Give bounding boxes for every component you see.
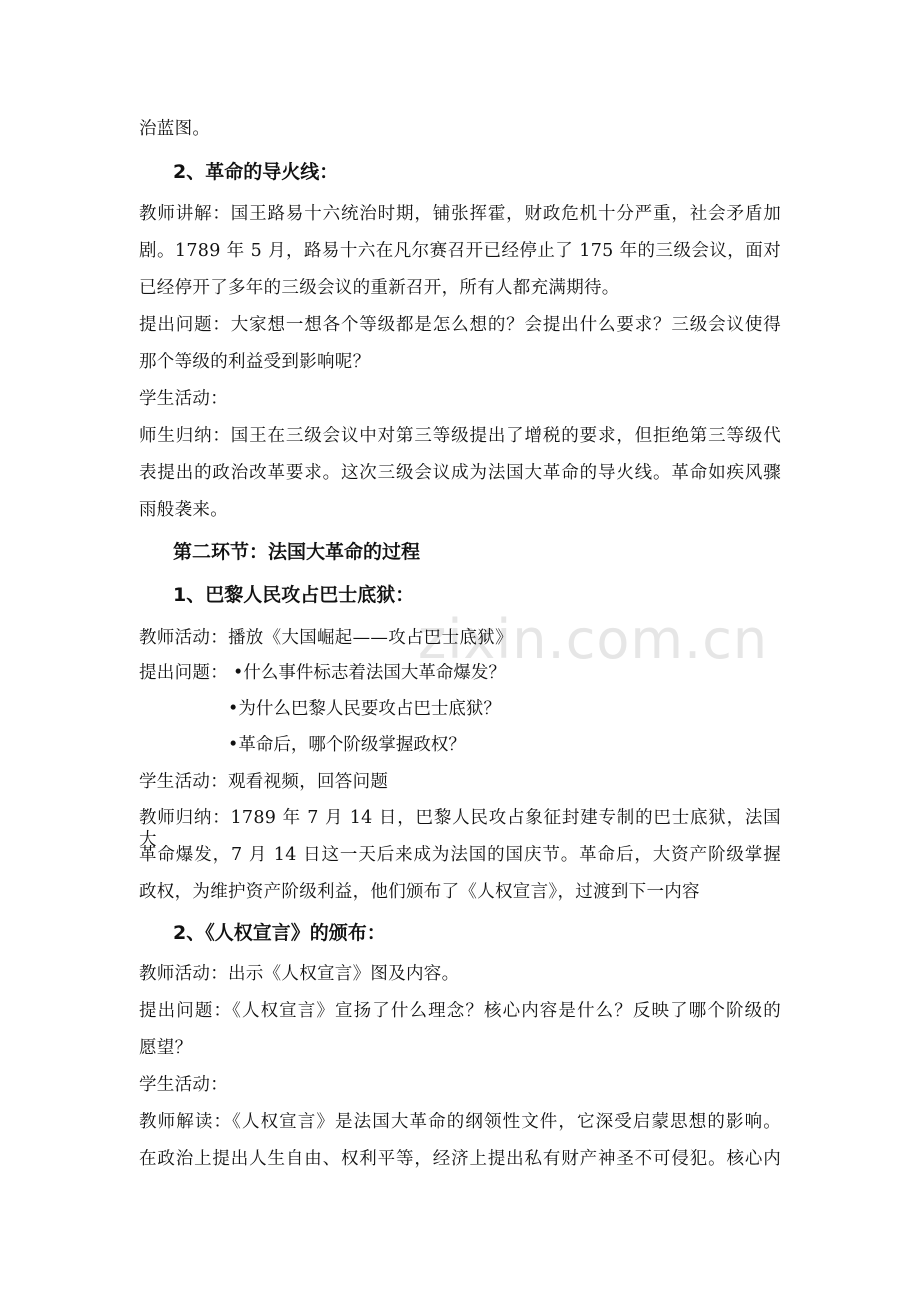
question-bullet: •什么事件标志着法国大革命爆发？ [233,663,506,683]
paragraph-line: 教师归纳：1789 年 7 月 14 日，巴黎人民攻占象征封建专制的巴士底狱，法国大 [139,808,781,850]
paragraph-line: 革命爆发，7 月 14 日这一天后来成为法国的国庆节。革命后，大资产阶级掌握 [139,845,781,865]
paragraph-line: 教师活动：播放《大国崛起——攻占巴士底狱》 [139,628,513,648]
section-heading: 第二环节：法国大革命的过程 [173,541,421,563]
watermark: zixin.com.cn [418,608,769,671]
paragraph-line: 提出问题：《人权宣言》宣扬了什么理念？核心内容是什么？反映了哪个阶级的 [139,1001,781,1021]
question-bullet: •为什么巴黎人民要攻占巴士底狱？ [228,699,501,719]
section-heading: 2、革命的导火线： [173,161,339,183]
paragraph-line: 雨般袭来。 [139,500,228,520]
paragraph-line: 学生活动： [139,389,228,409]
paragraph-line: 学生活动：观看视频，回答问题 [139,772,389,792]
paragraph-line: 政权，为维护资产阶级利益，他们颁布了《人权宣言》，过渡到下一内容 [139,882,700,902]
paragraph-line: 师生归纳：国王在三级会议中对第三等级提出了增税的要求，但拒绝第三等级代 [139,426,781,446]
paragraph-line: 愿望？ [139,1038,193,1058]
section-heading: 2、《人权宣言》的颁布： [173,922,386,944]
paragraph-line: 学生活动： [139,1075,228,1095]
question-bullet: •革命后，哪个阶级掌握政权？ [228,735,466,755]
paragraph-line: 剧。1789 年 5 月，路易十六在凡尔赛召开已经停止了 175 年的三级会议，面对 [139,241,781,261]
paragraph-line: 提出问题：大家想一想各个等级都是怎么想的？会提出什么要求？三级会议使得 [139,315,781,335]
paragraph-line: 提出问题： [139,663,228,683]
paragraph-line: 那个等级的利益受到影响呢？ [139,352,371,372]
paragraph-line: 已经停开了多年的三级会议的重新召开，所有人都充满期待。 [139,278,620,298]
paragraph-line: 在政治上提出人生自由、权利平等，经济上提出私有财产神圣不可侵犯。核心内 [139,1149,781,1169]
paragraph-line: 教师活动：出示《人权宣言》图及内容。 [139,964,460,984]
paragraph-line: 教师讲解：国王路易十六统治时期，铺张挥霍，财政危机十分严重，社会矛盾加 [139,204,781,224]
section-heading: 1、巴黎人民攻占巴士底狱： [173,584,415,606]
paragraph-line: 教师解读：《人权宣言》是法国大革命的纲领性文件，它深受启蒙思想的影响。 [139,1112,781,1132]
paragraph-line: 治蓝图。 [139,119,211,139]
paragraph-line: 表提出的政治改革要求。这次三级会议成为法国大革命的导火线。革命如疾风骤 [139,463,781,483]
